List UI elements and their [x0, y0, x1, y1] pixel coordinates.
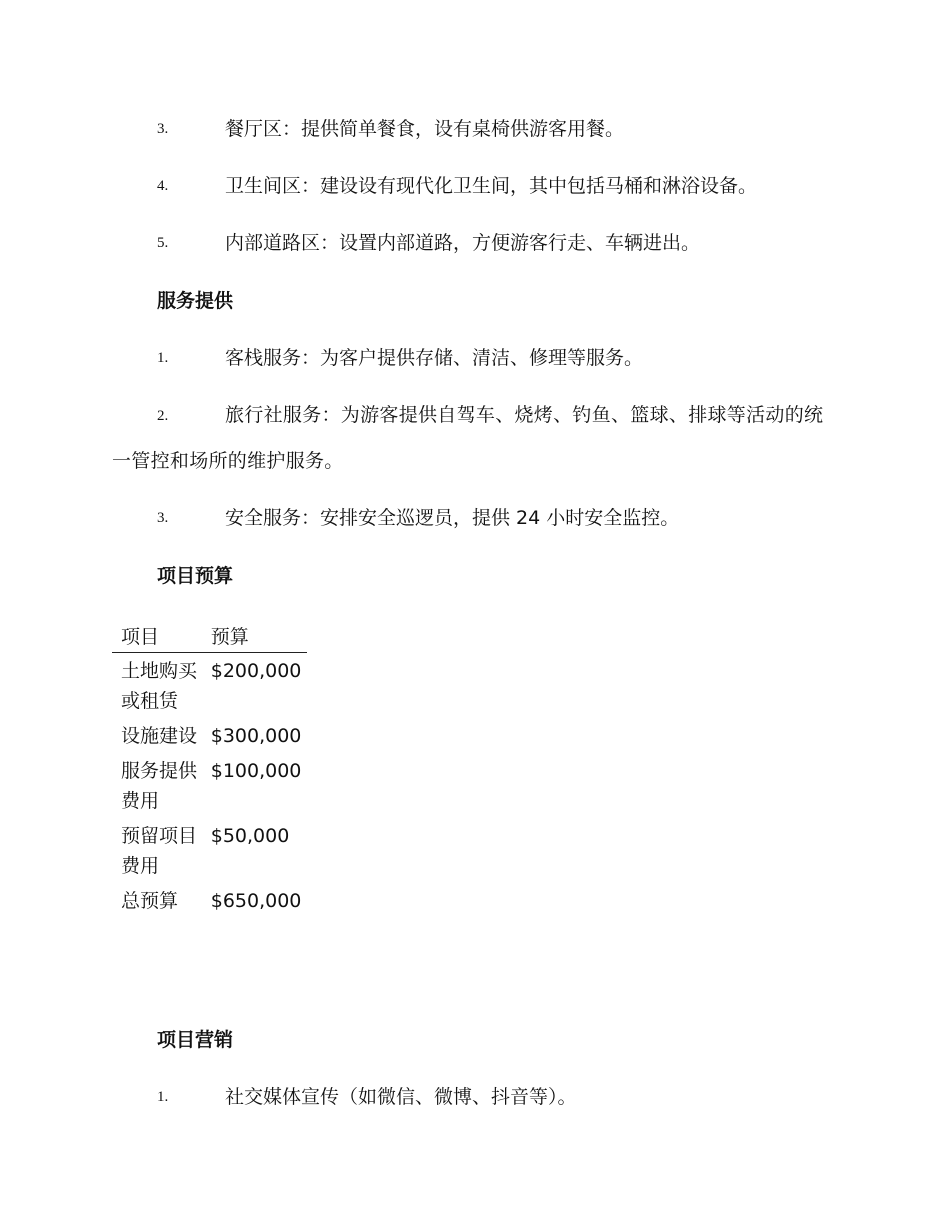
column-header-item: 项目: [112, 620, 202, 653]
list-text: 安全服务：安排安全巡逻员，提供 24 小时安全监控。: [225, 507, 680, 529]
column-header-budget: 预算: [202, 620, 307, 653]
list-number: 1.: [157, 1089, 169, 1105]
list-number: 5.: [157, 235, 169, 251]
table-cell-item: 总预算: [121, 890, 179, 912]
section-heading-services: 服务提供: [157, 290, 234, 312]
list-text: 内部道路区：设置内部道路，方便游客行走、车辆进出。: [225, 232, 701, 254]
table-cell-amount: $100,000: [210, 760, 302, 782]
table-cell-item: 设施建设: [121, 725, 198, 747]
list-text: 餐厅区：提供简单餐食，设有桌椅供游客用餐。: [225, 118, 625, 140]
table-row: [112, 718, 307, 753]
list-text: 社交媒体宣传（如微信、微博、抖音等）。: [225, 1086, 577, 1108]
list-number: 3.: [157, 121, 169, 137]
table-cell-item: 预留项目费用: [121, 825, 198, 877]
section-heading-marketing: 项目营销: [157, 1029, 234, 1051]
list-number: 3.: [157, 510, 169, 526]
list-text: 卫生间区：建设设有现代化卫生间，其中包括马桶和淋浴设备。: [225, 175, 758, 197]
table-row: [112, 653, 307, 719]
table-header-row: [112, 620, 307, 653]
list-number: 4.: [157, 178, 169, 194]
table-cell-amount: $650,000: [210, 890, 302, 912]
table-cell-amount: $200,000: [210, 660, 302, 682]
table-cell-amount: $50,000: [210, 825, 290, 847]
list-text: 旅行社服务：为游客提供自驾车、烧烤、钓鱼、篮球、排球等活动的统一管控和场所的维护服务。: [112, 404, 824, 472]
table-row: [112, 818, 307, 883]
table-row: [112, 753, 307, 818]
list-text: 客栈服务：为客户提供存储、清洁、修理等服务。: [225, 347, 644, 369]
table-cell-item: 土地购买或租赁: [121, 660, 198, 712]
table-cell-amount: $300,000: [210, 725, 302, 747]
table-cell-item: 服务提供费用: [121, 760, 198, 812]
section-heading-budget: 项目预算: [157, 565, 234, 587]
table-row: [112, 883, 307, 918]
budget-table: [112, 620, 307, 918]
list-number: 2.: [157, 408, 169, 424]
list-number: 1.: [157, 350, 169, 366]
